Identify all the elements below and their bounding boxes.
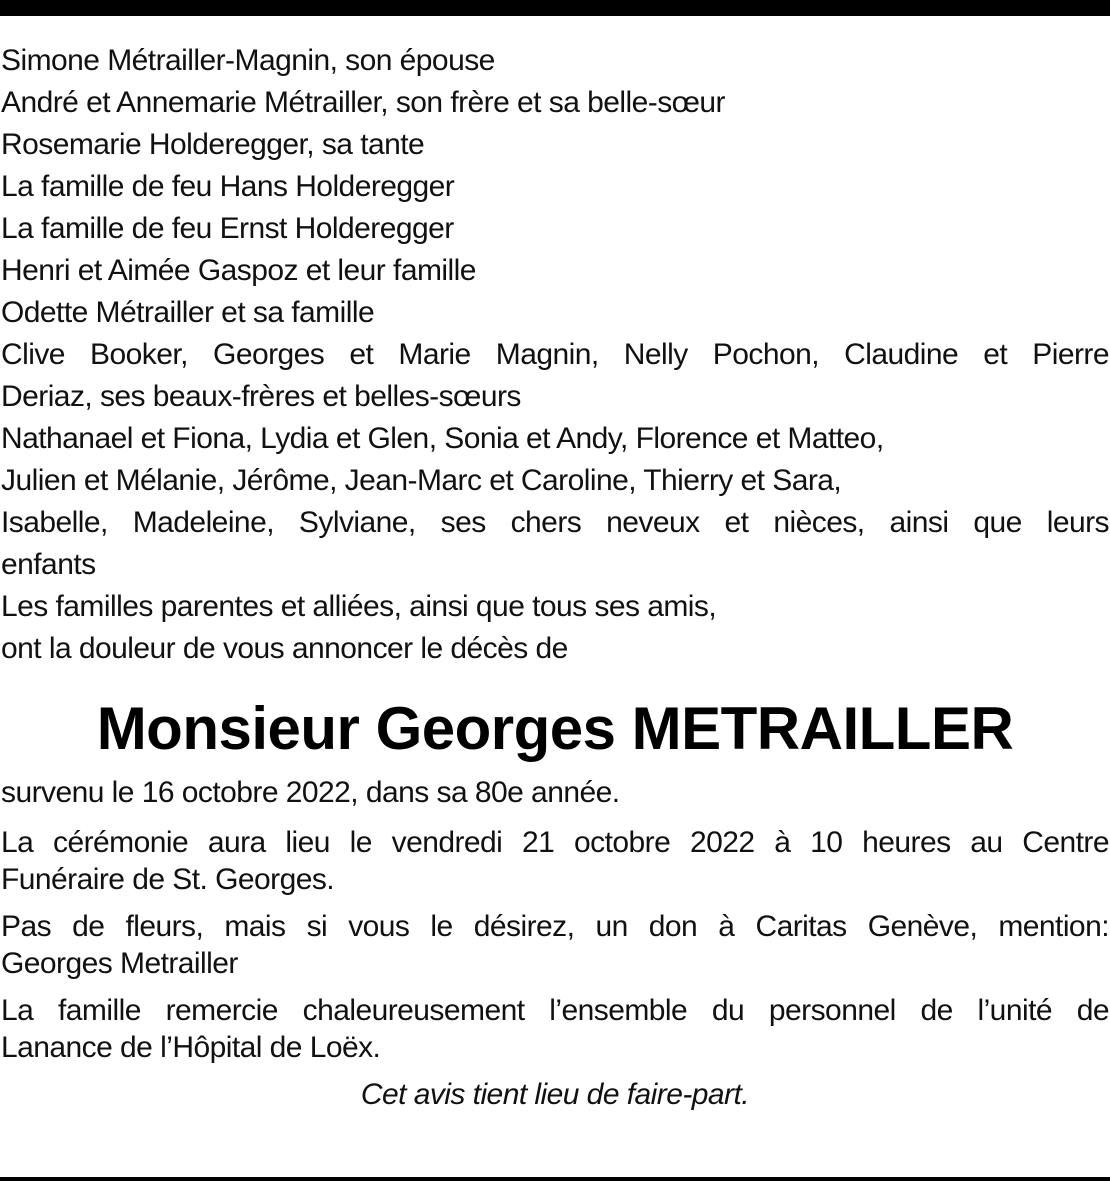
mourners-list bbox=[1, 40, 1109, 670]
mourner-line: Les familles parentes et alliées, ainsi que tous ses amis, bbox=[1, 590, 717, 623]
mourner-line: Odette Métrailler et sa famille bbox=[1, 296, 375, 329]
mourner-line: Julien et Mélanie, Jérôme, Jean-Marc et Caroline, Thierry et Sara, bbox=[1, 464, 842, 497]
thanks-line: Lanance de l’Hôpital de Loëx. bbox=[1, 1031, 381, 1064]
thanks-paragraph bbox=[1, 992, 1109, 1066]
ceremony-line: Funéraire de St. Georges. bbox=[1, 863, 335, 896]
obituary-notice bbox=[1, 40, 1109, 1113]
closing-note: Cet avis tient lieu de faire-part. bbox=[360, 1078, 750, 1111]
ceremony-line: La cérémonie aura lieu le vendredi 21 octobre 2022 à 10 heures au Centre bbox=[1, 826, 1109, 859]
ceremony-paragraph bbox=[1, 824, 1109, 898]
mourner-line: Henri et Aimée Gaspoz et leur famille bbox=[1, 254, 476, 287]
mourner-line: Deriaz, ses beaux-frères et belles-sœurs bbox=[1, 380, 521, 413]
mourner-line: enfants bbox=[1, 548, 96, 581]
mourner-line: Isabelle, Madeleine, Sylviane, ses chers neveux et nièces, ainsi que leurs bbox=[1, 506, 1109, 539]
thanks-line: La famille remercie chaleureusement l’ensemble du personnel de l’unité de bbox=[1, 994, 1109, 1027]
bottom-rule bbox=[0, 1177, 1110, 1181]
donation-line: Pas de fleurs, mais si vous le désirez, un don à Caritas Genève, mention: bbox=[1, 910, 1109, 943]
deceased-name: Monsieur Georges METRAILLER bbox=[96, 695, 1014, 762]
mourner-line: Simone Métrailler-Magnin, son épouse bbox=[1, 44, 495, 77]
death-notice-text: survenu le 16 octobre 2022, dans sa 80e année. bbox=[1, 776, 620, 809]
death-notice bbox=[1, 774, 1109, 811]
top-rule bbox=[0, 0, 1110, 16]
mourner-line: ont la douleur de vous annoncer le décès de bbox=[1, 632, 568, 665]
mourner-line: Nathanael et Fiona, Lydia et Glen, Sonia et Andy, Florence et Matteo, bbox=[1, 422, 884, 455]
mourner-line: André et Annemarie Métrailler, son frère et sa belle-sœur bbox=[1, 86, 725, 119]
mourner-line: Rosemarie Holderegger, sa tante bbox=[1, 128, 425, 161]
donation-line: Georges Metrailler bbox=[1, 947, 238, 980]
donation-paragraph bbox=[1, 908, 1109, 982]
mourner-line: Clive Booker, Georges et Marie Magnin, Nelly Pochon, Claudine et Pierre bbox=[1, 338, 1109, 371]
mourner-line: La famille de feu Ernst Holderegger bbox=[1, 212, 454, 245]
mourner-line: La famille de feu Hans Holderegger bbox=[1, 170, 455, 203]
